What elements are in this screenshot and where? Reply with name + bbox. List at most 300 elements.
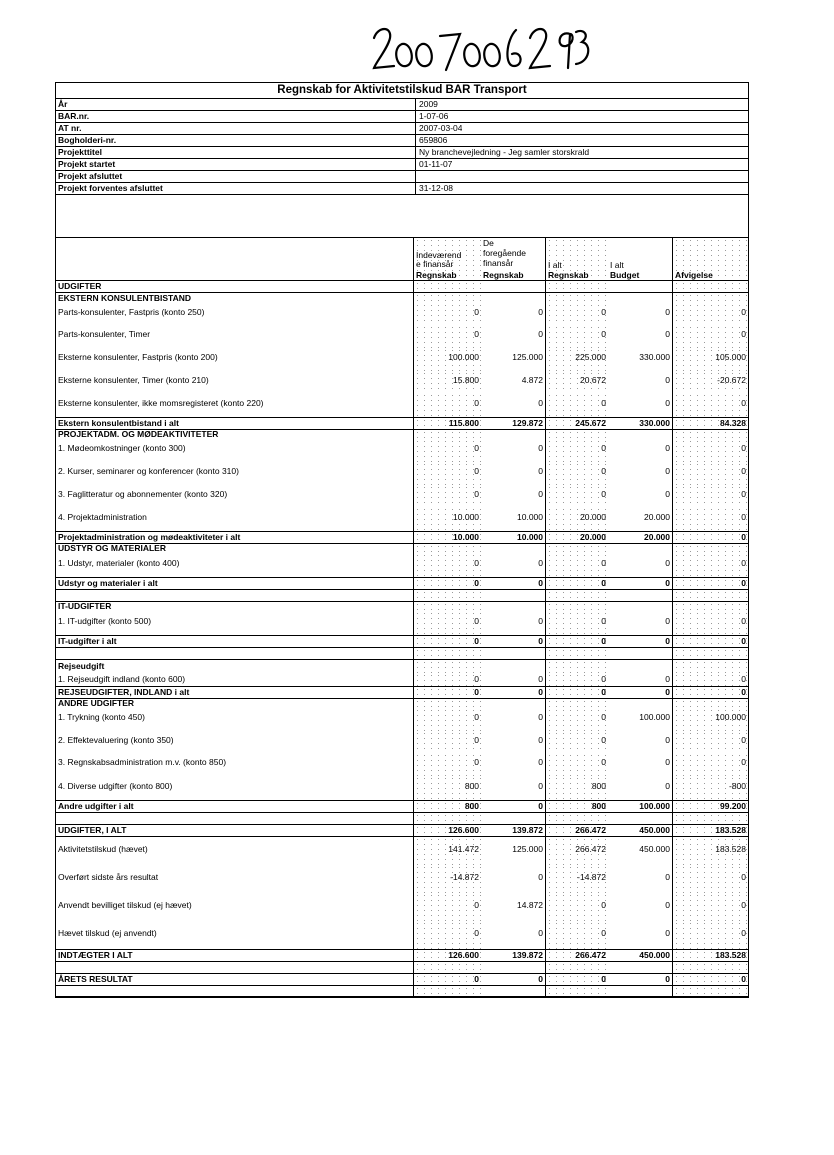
previous-years-value [481, 281, 545, 292]
previous-years-value: 14.872 [517, 900, 543, 910]
total-accounts-value: 225.000 [545, 348, 608, 371]
total-accounts-value [545, 430, 608, 439]
current-year-value [413, 813, 481, 824]
total-budget-value: 0 [665, 900, 670, 910]
total-accounts-value: 20.000 [545, 532, 608, 543]
total-accounts-value: -14.872 [545, 865, 608, 893]
accounting-sheet [55, 82, 749, 998]
row-label: IT-UDGIFTER [58, 602, 112, 611]
total-accounts-value: 800 [545, 776, 608, 800]
total-budget-value: 0 [665, 443, 670, 453]
total-accounts-value: 0 [545, 974, 608, 985]
meta-label: År [56, 99, 416, 110]
total-budget-value [608, 648, 672, 659]
total-budget-value: 0 [665, 489, 670, 499]
current-year-value: 0 [413, 974, 481, 985]
row-label: PROJEKTADM. OG MØDEAKTIVITETER [58, 430, 219, 439]
table-row [56, 962, 748, 974]
total-accounts-value: 0 [545, 439, 608, 462]
row-label: 1. Rejseudgift indland (konto 600) [58, 674, 186, 684]
meta-row [56, 159, 748, 171]
previous-years-value [481, 648, 545, 659]
table-row [56, 837, 748, 865]
row-label: UDSTYR OG MATERIALER [58, 544, 166, 553]
col-current-year-label: Regnskab [416, 270, 457, 280]
deviation-value: 0 [672, 893, 748, 921]
total-budget-value: 0 [665, 307, 670, 317]
current-year-value: 0 [413, 753, 481, 776]
row-label [56, 962, 413, 973]
meta-value: 01-11-07 [419, 159, 453, 169]
current-year-value: 0 [413, 731, 481, 753]
total-accounts-value: 0 [545, 708, 608, 731]
deviation-value [672, 590, 748, 601]
meta-row [56, 171, 748, 183]
current-year-value: -14.872 [413, 865, 481, 893]
table-row [56, 699, 748, 708]
meta-label: BAR.nr. [56, 111, 416, 122]
row-label: 4. Diverse udgifter (konto 800) [58, 781, 173, 791]
row-label: Aktivitetstilskud (hævet) [58, 844, 148, 854]
total-budget-value: 0 [665, 636, 670, 646]
total-accounts-value [545, 590, 608, 601]
previous-years-value: 0 [538, 443, 543, 453]
total-accounts-value: 0 [545, 578, 608, 589]
previous-years-value [481, 590, 545, 601]
total-budget-value: 0 [665, 674, 670, 684]
deviation-value [672, 813, 748, 824]
previous-years-value: 0 [538, 872, 543, 882]
deviation-value: 183.528 [672, 950, 748, 961]
total-budget-value [608, 544, 672, 553]
row-label [56, 813, 413, 824]
col-current-year [413, 238, 481, 280]
deviation-value: 0 [672, 462, 748, 485]
meta-label: AT nr. [56, 123, 416, 134]
col-previous-years-mid: foregående [483, 248, 527, 258]
meta-label: Projekt forventes afsluttet [56, 183, 416, 194]
row-label: 1. Udstyr, materialer (konto 400) [58, 558, 180, 568]
total-budget-value: 20.000 [644, 512, 670, 522]
table-row [56, 801, 748, 813]
current-year-value: 126.600 [413, 950, 481, 961]
total-accounts-value: 0 [545, 673, 608, 686]
deviation-value: 105.000 [672, 348, 748, 371]
current-year-value [413, 602, 481, 611]
total-budget-value: 0 [665, 578, 670, 588]
col-previous-years [481, 238, 545, 280]
column-header-row [56, 238, 748, 281]
current-year-value: 0 [413, 303, 481, 325]
total-accounts-value: 0 [545, 303, 608, 325]
table-row [56, 439, 748, 462]
current-year-value: 0 [413, 893, 481, 921]
meta-row [56, 147, 748, 159]
table-row [56, 708, 748, 731]
deviation-value: 0 [672, 532, 748, 543]
row-label: Eksterne konsulenter, Timer (konto 210) [58, 375, 209, 385]
total-accounts-value: 0 [545, 393, 608, 417]
previous-years-value [481, 430, 545, 439]
total-budget-value: 0 [665, 558, 670, 568]
deviation-value: 0 [672, 393, 748, 417]
previous-years-value: 139.872 [512, 825, 543, 835]
total-accounts-value: 0 [545, 611, 608, 635]
previous-years-value: 0 [538, 307, 543, 317]
previous-years-value: 0 [538, 636, 543, 646]
deviation-value: 0 [672, 673, 748, 686]
previous-years-value: 10.000 [517, 512, 543, 522]
row-label: INDTÆGTER I ALT [58, 950, 133, 960]
row-label: ÅRETS RESULTAT [58, 974, 133, 984]
current-year-value: 0 [413, 439, 481, 462]
meta-value: 1-07-06 [419, 111, 449, 121]
current-year-value: 126.600 [413, 825, 481, 836]
total-accounts-value [545, 813, 608, 824]
table-row [56, 371, 748, 393]
deviation-value: 0 [672, 731, 748, 753]
table-row [56, 893, 748, 921]
meta-row [56, 111, 748, 123]
deviation-value: 0 [672, 507, 748, 531]
previous-years-value [481, 699, 545, 708]
row-label: 1. Mødeomkostninger (konto 300) [58, 443, 186, 453]
previous-years-value [481, 544, 545, 553]
table-row [56, 430, 748, 439]
total-budget-value: 0 [665, 466, 670, 476]
table-row [56, 648, 748, 660]
previous-years-value: 0 [538, 489, 543, 499]
previous-years-value: 0 [538, 928, 543, 938]
total-accounts-value: 266.472 [545, 837, 608, 865]
current-year-value: 115.800 [413, 418, 481, 429]
current-year-value [413, 430, 481, 439]
col-total-accounts-mid: I alt [548, 260, 562, 270]
row-label: Eksterne konsulenter, ikke momsregisteret (konto 220) [58, 398, 264, 408]
meta-row [56, 99, 748, 111]
deviation-value: 99.200 [672, 801, 748, 812]
total-budget-value: 20.000 [644, 532, 670, 542]
previous-years-value: 0 [538, 801, 543, 811]
col-deviation [672, 238, 748, 280]
table-row [56, 418, 748, 430]
row-label: UDGIFTER [58, 281, 102, 291]
table-row [56, 825, 748, 837]
col-previous-years-label: Regnskab [483, 270, 524, 280]
table-row [56, 544, 748, 553]
total-budget-value: 450.000 [639, 950, 670, 960]
current-year-value: 0 [413, 636, 481, 647]
table-row [56, 590, 748, 602]
table-row [56, 950, 748, 962]
current-year-value: 0 [413, 673, 481, 686]
previous-years-value: 129.872 [512, 418, 543, 428]
previous-years-value [481, 813, 545, 824]
deviation-value: 0 [672, 325, 748, 348]
table-row [56, 753, 748, 776]
table-row [56, 578, 748, 590]
current-year-value: 0 [413, 462, 481, 485]
table-row [56, 865, 748, 893]
col-current-year-top: Indeværend [416, 250, 462, 260]
deviation-value: 0 [672, 485, 748, 507]
meta-value: Ny branchevejledning - Jeg samler storskrald [419, 147, 590, 157]
previous-years-value: 0 [538, 735, 543, 745]
row-label: Parts-konsulenter, Timer [58, 329, 151, 339]
current-year-value: 10.000 [413, 532, 481, 543]
table-row [56, 921, 748, 950]
total-budget-value: 450.000 [639, 825, 670, 835]
table-row [56, 532, 748, 544]
total-accounts-value: 245.672 [545, 418, 608, 429]
total-budget-value: 0 [665, 928, 670, 938]
deviation-value: 183.528 [672, 837, 748, 865]
total-budget-value: 330.000 [639, 352, 670, 362]
deviation-value: -800 [672, 776, 748, 800]
previous-years-value: 0 [538, 398, 543, 408]
total-budget-value [608, 962, 672, 973]
current-year-value: 15.800 [413, 371, 481, 393]
total-accounts-value [545, 281, 608, 292]
table-row [56, 731, 748, 753]
deviation-value: 0 [672, 921, 748, 949]
total-accounts-value: 20.672 [545, 371, 608, 393]
blank-spacer [55, 195, 749, 237]
deviation-value: 0 [672, 865, 748, 893]
total-budget-value [608, 699, 672, 708]
table-row [56, 393, 748, 418]
previous-years-value [481, 293, 545, 303]
col-total-accounts-label: Regnskab [548, 270, 589, 280]
table-row [56, 687, 748, 699]
previous-years-value: 0 [538, 757, 543, 767]
row-label [56, 590, 413, 601]
total-accounts-value: 266.472 [545, 825, 608, 836]
sheet-title: Regnskab for Aktivitetstilskud BAR Transport [55, 82, 749, 99]
deviation-value: 0 [672, 439, 748, 462]
current-year-value: 0 [413, 611, 481, 635]
total-accounts-value: 0 [545, 462, 608, 485]
row-label: 1. Trykning (konto 450) [58, 712, 145, 722]
current-year-value [413, 660, 481, 673]
total-accounts-value: 266.472 [545, 950, 608, 961]
total-accounts-value: 0 [545, 485, 608, 507]
total-budget-value: 0 [665, 687, 670, 697]
total-budget-value: 0 [665, 329, 670, 339]
previous-years-value [481, 660, 545, 673]
current-year-value: 0 [413, 687, 481, 698]
deviation-value [672, 660, 748, 673]
meta-row [56, 183, 748, 194]
row-label: Parts-konsulenter, Fastpris (konto 250) [58, 307, 205, 317]
total-budget-value: 0 [665, 398, 670, 408]
row-label: 4. Projektadministration [58, 512, 147, 522]
deviation-value [672, 648, 748, 659]
previous-years-value: 0 [538, 674, 543, 684]
previous-years-value: 0 [538, 616, 543, 626]
total-budget-value: 0 [665, 781, 670, 791]
meta-row [56, 123, 748, 135]
deviation-value: 100.000 [672, 708, 748, 731]
row-label: 2. Kurser, seminarer og konferencer (konto 310) [58, 466, 239, 476]
previous-years-value: 10.000 [517, 532, 543, 542]
meta-value: 31-12-08 [419, 183, 454, 193]
total-accounts-value [545, 660, 608, 673]
meta-value: 2009 [419, 99, 438, 109]
total-budget-value: 0 [665, 757, 670, 767]
previous-years-value: 0 [538, 712, 543, 722]
deviation-value: 0 [672, 753, 748, 776]
table-row [56, 293, 748, 303]
total-accounts-value: 0 [545, 687, 608, 698]
current-year-value [413, 293, 481, 303]
col-total-budget-mid: I alt [610, 260, 624, 270]
current-year-value: 0 [413, 553, 481, 577]
row-label: ANDRE UDGIFTER [58, 699, 135, 708]
total-budget-value: 450.000 [639, 844, 670, 854]
meta-value [416, 171, 419, 182]
total-accounts-value: 0 [545, 921, 608, 949]
table-row [56, 281, 748, 293]
col-previous-years-bot: finansår [483, 258, 514, 268]
total-budget-value: 0 [665, 616, 670, 626]
accounts-table [55, 237, 749, 998]
total-accounts-value [545, 962, 608, 973]
total-accounts-value: 0 [545, 636, 608, 647]
meta-row [56, 135, 748, 147]
table-row [56, 776, 748, 801]
total-accounts-value: 0 [545, 731, 608, 753]
deviation-value: 0 [672, 611, 748, 635]
current-year-value [413, 986, 481, 996]
row-label: REJSEUDGIFTER, INDLAND i alt [58, 687, 190, 697]
previous-years-value: 0 [538, 578, 543, 588]
table-row [56, 813, 748, 825]
row-label: UDGIFTER, I ALT [58, 825, 127, 835]
previous-years-value: 125.000 [512, 844, 543, 854]
row-label: IT-udgifter i alt [58, 636, 117, 646]
row-label: Hævet tilskud (ej anvendt) [58, 928, 157, 938]
row-label: 3. Faglitteratur og abonnementer (konto 320) [58, 489, 228, 499]
total-accounts-value [545, 602, 608, 611]
total-budget-value: 0 [665, 735, 670, 745]
total-budget-value [608, 281, 672, 292]
col-deviation-label: Afvigelse [675, 270, 713, 280]
deviation-value: 0 [672, 687, 748, 698]
deviation-value: 183.528 [672, 825, 748, 836]
current-year-value: 800 [413, 776, 481, 800]
previous-years-value [481, 986, 545, 996]
deviation-value: -20.672 [672, 371, 748, 393]
table-row [56, 507, 748, 532]
deviation-value [672, 602, 748, 611]
previous-years-value: 4.872 [521, 375, 543, 385]
col-previous-years-top: De [483, 238, 494, 248]
meta-label: Projekt afsluttet [56, 171, 416, 182]
current-year-value: 100.000 [413, 348, 481, 371]
deviation-value [672, 293, 748, 303]
row-label: Rejseudgift [58, 661, 105, 671]
previous-years-value [481, 962, 545, 973]
row-label: Overført sidste års resultat [58, 872, 159, 882]
total-budget-value [608, 986, 672, 996]
previous-years-value [481, 602, 545, 611]
deviation-value: 0 [672, 636, 748, 647]
deviation-value: 84.328 [672, 418, 748, 429]
deviation-value: 0 [672, 553, 748, 577]
total-accounts-value: 0 [545, 893, 608, 921]
total-budget-value [608, 813, 672, 824]
row-label [56, 986, 413, 996]
deviation-value [672, 544, 748, 553]
current-year-value [413, 590, 481, 601]
total-budget-value [608, 590, 672, 601]
table-row [56, 673, 748, 687]
current-year-value: 0 [413, 325, 481, 348]
total-budget-value: 0 [665, 872, 670, 882]
total-accounts-value [545, 293, 608, 303]
total-budget-value [608, 430, 672, 439]
handwritten-number [370, 22, 590, 74]
deviation-value [672, 430, 748, 439]
previous-years-value: 0 [538, 687, 543, 697]
table-row [56, 462, 748, 485]
table-row [56, 660, 748, 673]
total-budget-value [608, 293, 672, 303]
table-row [56, 553, 748, 578]
previous-years-value: 0 [538, 329, 543, 339]
deviation-value: 0 [672, 303, 748, 325]
total-accounts-value: 0 [545, 553, 608, 577]
table-row [56, 974, 748, 986]
current-year-value: 0 [413, 921, 481, 949]
table-row [56, 485, 748, 507]
meta-value: 659806 [419, 135, 448, 145]
table-row [56, 636, 748, 648]
current-year-value: 141.472 [413, 837, 481, 865]
row-label: Andre udgifter i alt [58, 801, 134, 811]
current-year-value [413, 281, 481, 292]
total-accounts-value [545, 986, 608, 996]
row-label: 1. IT-udgifter (konto 500) [58, 616, 152, 626]
current-year-value: 10.000 [413, 507, 481, 531]
row-label: 2. Effektevaluering (konto 350) [58, 735, 174, 745]
total-budget-value: 0 [665, 375, 670, 385]
row-label: Ekstern konsulentbistand i alt [58, 418, 179, 428]
row-label: Anvendt bevilliget tilskud (ej hævet) [58, 900, 192, 910]
table-row [56, 348, 748, 371]
col-total-budget [608, 238, 672, 280]
table-row [56, 602, 748, 611]
current-year-value: 0 [413, 578, 481, 589]
row-label: Udstyr og materialer i alt [58, 578, 158, 588]
total-accounts-value: 0 [545, 325, 608, 348]
previous-years-value: 0 [538, 781, 543, 791]
row-label: EKSTERN KONSULENTBISTAND [58, 293, 192, 303]
row-label: 3. Regnskabsadministration m.v. (konto 850) [58, 757, 227, 767]
total-budget-value: 100.000 [639, 712, 670, 722]
deviation-value: 0 [672, 578, 748, 589]
table-row [56, 325, 748, 348]
current-year-value: 0 [413, 485, 481, 507]
meta-label: Bogholderi-nr. [56, 135, 416, 146]
meta-label: Projekt startet [56, 159, 416, 170]
current-year-value [413, 699, 481, 708]
previous-years-value: 139.872 [512, 950, 543, 960]
current-year-value [413, 648, 481, 659]
total-accounts-value: 800 [545, 801, 608, 812]
deviation-value [672, 962, 748, 973]
